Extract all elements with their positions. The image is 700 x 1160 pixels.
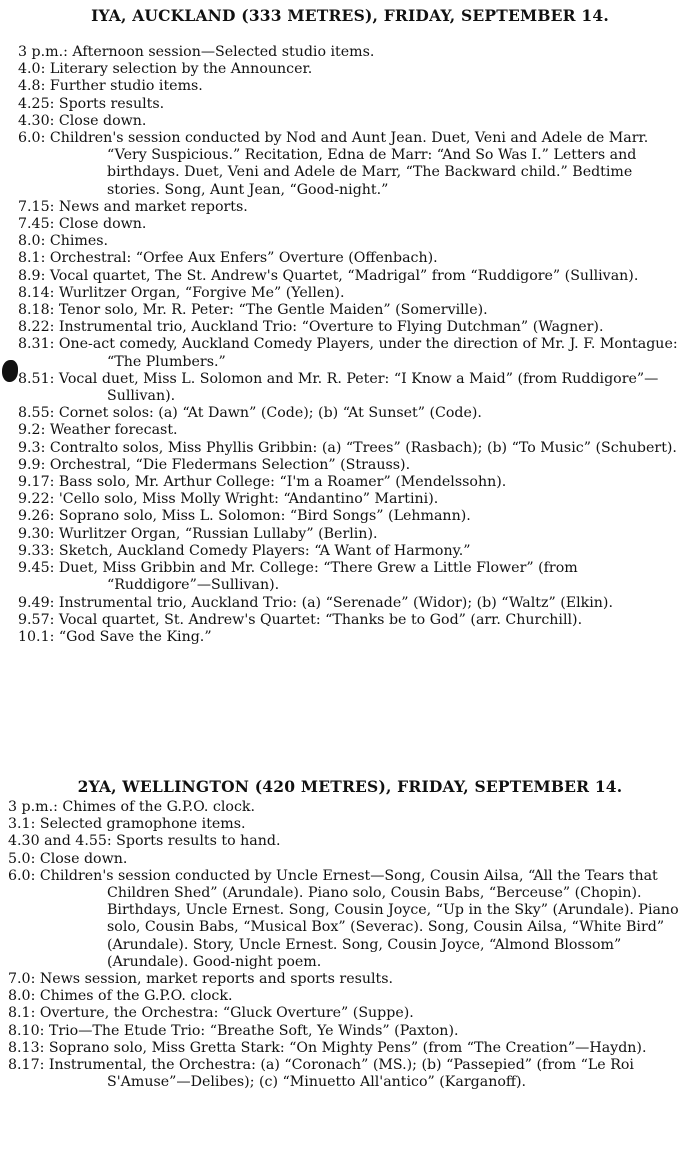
entry-time: 6.0: — [18, 130, 46, 147]
entry-time: 9.33: — [18, 542, 55, 559]
entry-time: 3.1: — [8, 816, 36, 833]
entry-time: 4.0: — [18, 61, 46, 78]
entry-time: 9.22: — [18, 491, 55, 508]
entry-time: 9.17: — [18, 474, 55, 491]
entry-description: Cornet solos: (a) “At Dawn” (Code); (b) “At Sunset” (Code). — [54, 405, 482, 422]
entry-time: 8.14: — [18, 284, 55, 301]
entry-time: 9.45: — [18, 560, 55, 577]
entry-time: 8.17: — [8, 1057, 45, 1074]
entry-description: Literary selection by the Announcer. — [45, 61, 313, 78]
entry-time: 3 p.m.: — [8, 799, 58, 815]
entry-description: Orchestral, “Die Fledermans Selection” (Strauss). — [45, 456, 411, 473]
schedule-entry — [0, 268, 700, 285]
schedule-entry — [0, 319, 700, 336]
entry-description: Instrumental trio, Auckland Trio: (a) “Serenade” (Widor); (b) “Waltz” (Elkin). — [54, 594, 613, 611]
auckland-schedule — [0, 44, 700, 646]
schedule-entry — [0, 405, 700, 422]
schedule-entry — [0, 44, 700, 61]
schedule-entry — [0, 1005, 700, 1022]
entry-time: 9.57: — [18, 611, 55, 628]
entry-time: 9.26: — [18, 508, 55, 525]
entry-description: Bass solo, Mr. Arthur College: “I'm a Roamer” (Mendelssohn). — [54, 474, 507, 491]
schedule-entry — [0, 988, 700, 1005]
schedule-entry — [0, 216, 700, 233]
schedule-entry — [0, 78, 700, 95]
schedule-entry — [0, 1040, 700, 1057]
entry-time: 8.1: — [8, 1005, 36, 1022]
schedule-entry — [0, 851, 700, 868]
entry-time: 7.45: — [18, 216, 55, 233]
entry-time: 8.9: — [18, 267, 46, 284]
entry-description: Close down. — [54, 112, 147, 129]
schedule-entry — [0, 371, 700, 405]
entry-description: Soprano solo, Miss L. Solomon: “Bird Songs” (Lehmann). — [54, 508, 471, 525]
schedule-entry — [0, 629, 700, 646]
schedule-entry — [0, 508, 700, 525]
schedule-entry — [0, 199, 700, 216]
schedule-entry — [0, 233, 700, 250]
entry-time: 3 p.m.: — [18, 44, 68, 60]
entry-time: 6.0: — [8, 867, 36, 884]
entry-description: Further studio items. — [45, 78, 203, 95]
entry-description: Instrumental, the Orchestra: (a) “Coronach” (MS.); (b) “Passepied” (from “Le Roi S'Amuse”—Delibes); (c) “Minuetto All'antico” (Karganoff). — [44, 1057, 634, 1091]
schedule-entry — [0, 560, 700, 594]
schedule-entry — [0, 1057, 700, 1091]
entry-description: Close down. — [54, 216, 147, 233]
entry-time: 9.49: — [18, 594, 55, 611]
entry-time: 7.0: — [8, 971, 36, 988]
entry-description: Chimes of the G.P.O. clock. — [35, 988, 233, 1005]
entry-description: Sports results to hand. — [111, 833, 281, 850]
schedule-entry — [0, 96, 700, 113]
schedule-entry — [0, 595, 700, 612]
entry-time: 9.3: — [18, 439, 46, 456]
entry-time: 8.0: — [8, 988, 36, 1005]
entry-description: Instrumental trio, Auckland Trio: “Overture to Flying Dutchman” (Wagner). — [54, 319, 604, 336]
entry-time: 4.30: — [18, 112, 55, 129]
entry-description: Contralto solos, Miss Phyllis Gribbin: (a) “Trees” (Rasbach); (b) “To Music” (Schubert). — [45, 439, 677, 456]
entry-time: 4.25: — [18, 95, 55, 112]
schedule-entry — [0, 440, 700, 457]
schedule-entry — [0, 113, 700, 130]
entry-description: “God Save the King.” — [54, 628, 212, 645]
entry-time: 9.30: — [18, 525, 55, 542]
entry-description: Overture, the Orchestra: “Gluck Overture” (Suppe). — [35, 1005, 414, 1022]
entry-time: 8.18: — [18, 302, 55, 319]
schedule-entry — [0, 302, 700, 319]
entry-time: 8.1: — [18, 250, 46, 267]
entry-time: 5.0: — [8, 850, 36, 867]
wellington-schedule — [0, 799, 700, 1091]
schedule-entry — [0, 457, 700, 474]
entry-description: Children's session conducted by Nod and Aunt Jean. Duet, Veni and Adele de Marr. “Very Suspicious.” Recitation, Edna de Marr: “And So Was I.” Letters and birthdays. Duet, Veni and Adele de Marr, “The Backward child.” Bedtime stories. Song, Aunt Jean, “Good-night.” — [45, 130, 649, 198]
schedule-entry — [0, 474, 700, 491]
entry-time: 8.13: — [8, 1039, 45, 1056]
entry-description: 'Cello solo, Miss Molly Wright: “Andantino” Martini). — [54, 491, 439, 508]
entry-description: One-act comedy, Auckland Comedy Players, under the direction of Mr. J. F. Montague: “The Plumbers.” — [54, 336, 678, 370]
entry-time: 4.30 and 4.55: — [8, 833, 112, 850]
entry-description: Close down. — [35, 850, 128, 867]
station-heading-auckland: IYA, AUCKLAND (333 METRES), FRIDAY, SEPTEMBER 14. — [91, 6, 609, 25]
schedule-entry — [0, 61, 700, 78]
schedule-entry — [0, 868, 700, 971]
ink-smudge — [2, 360, 18, 382]
entry-description: Tenor solo, Mr. R. Peter: “The Gentle Maiden” (Somerville). — [54, 302, 488, 319]
station-heading-wellington: 2YA, WELLINGTON (420 METRES), FRIDAY, SEPTEMBER 14. — [77, 777, 623, 796]
schedule-entry — [0, 833, 700, 850]
schedule-entry — [0, 612, 700, 629]
entry-description: Chimes of the G.P.O. clock. — [57, 799, 256, 815]
schedule-entry — [0, 130, 700, 199]
entry-description: Sketch, Auckland Comedy Players: “A Want of Harmony.” — [54, 542, 471, 559]
entry-time: 8.22: — [18, 319, 55, 336]
schedule-entry — [0, 543, 700, 560]
schedule-entry — [0, 491, 700, 508]
schedule-entry — [0, 971, 700, 988]
entry-time: 8.31: — [18, 336, 55, 353]
schedule-entry — [0, 1023, 700, 1040]
entry-time: 9.2: — [18, 422, 46, 439]
entry-time: 8.10: — [8, 1022, 45, 1039]
schedule-entry — [0, 816, 700, 833]
schedule-entry — [0, 336, 700, 370]
entry-description: Weather forecast. — [45, 422, 178, 439]
entry-description: Wurlitzer Organ, “Forgive Me” (Yellen). — [54, 284, 345, 301]
entry-description: Afternoon session—Selected studio items. — [67, 44, 375, 60]
entry-description: Soprano solo, Miss Gretta Stark: “On Mighty Pens” (from “The Creation”—Haydn). — [44, 1039, 647, 1056]
schedule-entry — [0, 285, 700, 302]
entry-description: Children's session conducted by Uncle Ernest—Song, Cousin Ailsa, “All the Tears that Children Shed” (Arundale). Piano solo, Cousin Babs, “Berceuse” (Chopin). Birthdays, Uncle Ernest. Song, Cousin Joyce, “Up in the Sky” (Arundale). Piano solo, Cousin Babs, “Musical Box” (Severac). Song, Cousin Ailsa, “White Bird” (Arundale). Story, Uncle Ernest. Song, Cousin Joyce, “Almond Blossom” (Arundale). Good-night poem. — [35, 867, 679, 970]
schedule-entry — [0, 526, 700, 543]
entry-description: Duet, Miss Gribbin and Mr. College: “There Grew a Little Flower” (from “Ruddigore”—Sullivan). — [54, 560, 578, 594]
schedule-entry — [0, 422, 700, 439]
entry-time: 8.0: — [18, 233, 46, 250]
entry-description: Trio—The Etude Trio: “Breathe Soft, Ye Winds” (Paxton). — [44, 1022, 459, 1039]
entry-description: Wurlitzer Organ, “Russian Lullaby” (Berlin). — [54, 525, 378, 542]
entry-description: Selected gramophone items. — [35, 816, 246, 833]
schedule-entry — [0, 250, 700, 267]
entry-time: 9.9: — [18, 456, 46, 473]
schedule-entry — [0, 799, 700, 816]
entry-time: 8.55: — [18, 405, 55, 422]
entry-description: Vocal quartet, The St. Andrew's Quartet, “Madrigal” from “Ruddigore” (Sullivan). — [45, 267, 639, 284]
entry-description: Vocal quartet, St. Andrew's Quartet: “Thanks be to God” (arr. Churchill). — [54, 611, 583, 628]
entry-description: Vocal duet, Miss L. Solomon and Mr. R. Peter: “I Know a Maid” (from Ruddigore”—Sullivan). — [54, 370, 659, 405]
entry-time: 4.8: — [18, 78, 46, 95]
entry-description: Orchestral: “Orfee Aux Enfers” Overture (Offenbach). — [45, 250, 438, 267]
entry-description: Chimes. — [45, 233, 109, 250]
entry-time: 10.1: — [18, 628, 55, 645]
entry-description: News session, market reports and sports results. — [35, 971, 394, 988]
entry-time: 8.51: — [18, 370, 55, 387]
entry-time: 7.15: — [18, 198, 55, 215]
entry-description: Sports results. — [54, 95, 165, 112]
entry-description: News and market reports. — [54, 198, 248, 215]
